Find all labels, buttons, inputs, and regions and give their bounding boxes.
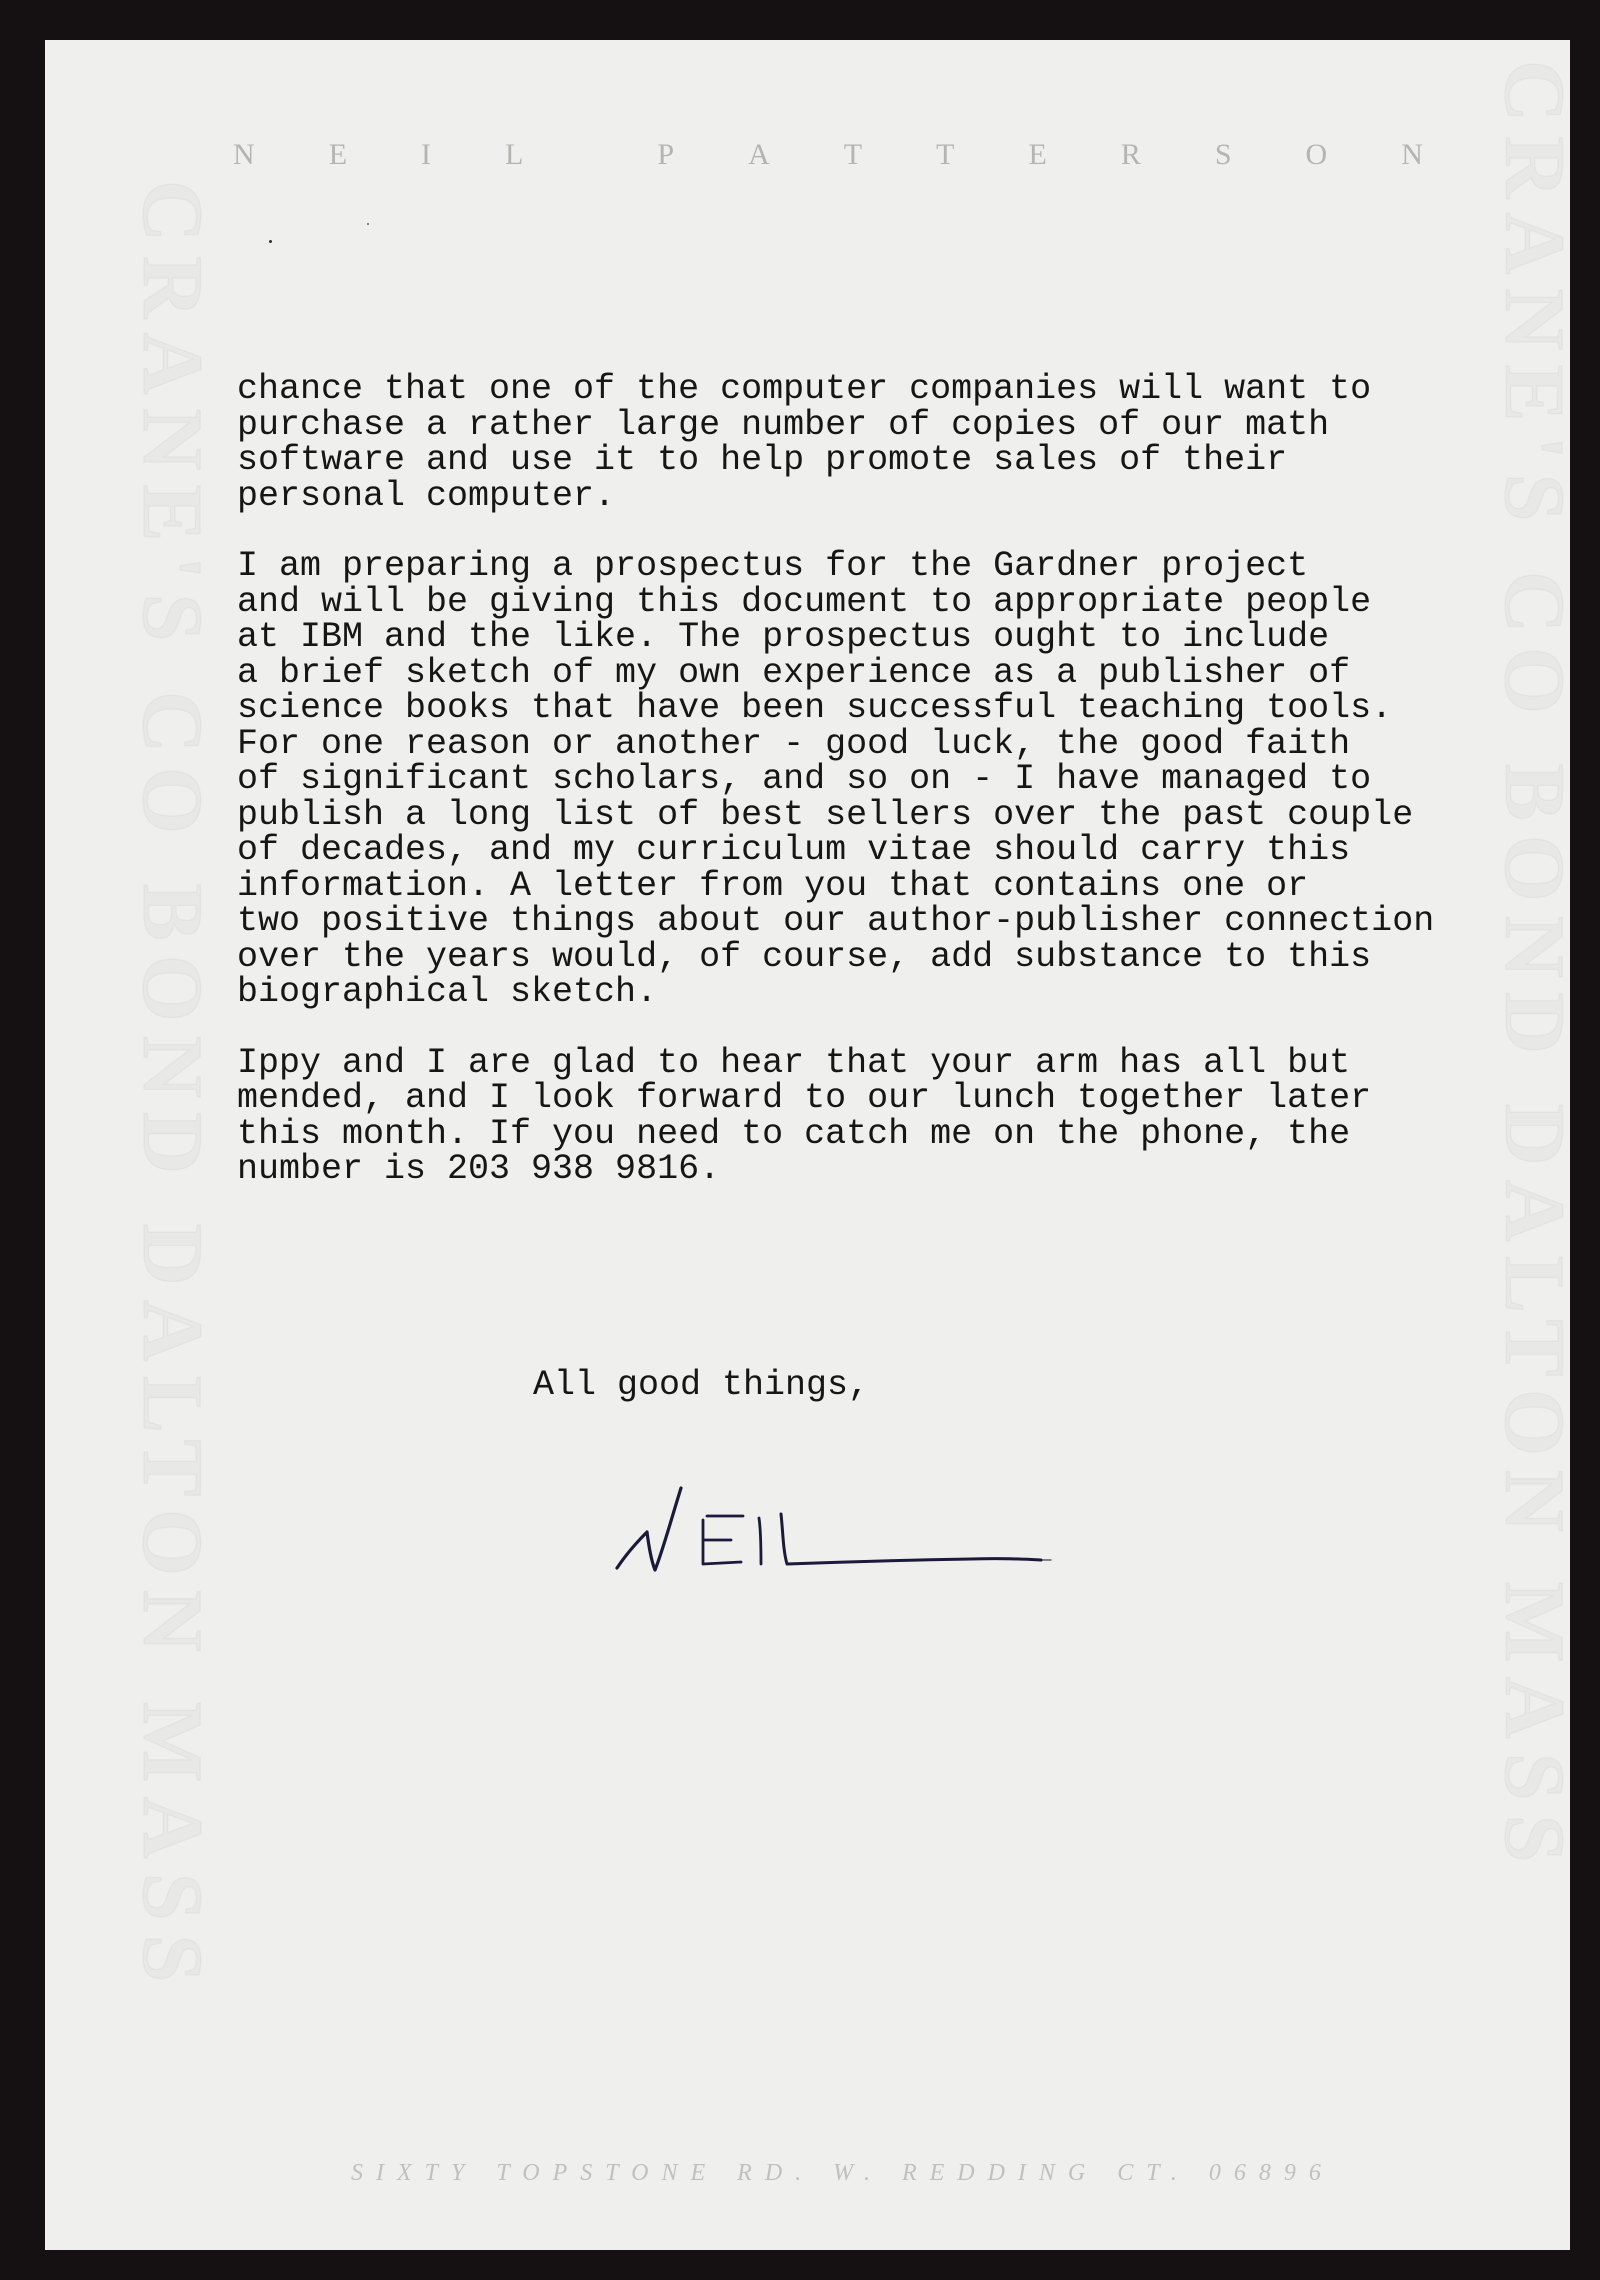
letterhead-letter: O [1305, 138, 1328, 171]
paper-watermark-right: CRANE'S CO BOND DALTON MASS [1487, 60, 1583, 1877]
letterhead-letter: T [936, 138, 955, 171]
letterhead-name [233, 138, 1423, 172]
letterhead-letter: E [328, 138, 348, 171]
letterhead-letter: R [1120, 138, 1141, 171]
letterhead-letter: P [657, 138, 675, 171]
paper-watermark-left: CRANE'S CO BOND DALTON MASS [125, 180, 221, 1997]
letterhead-letter: N [1401, 138, 1423, 171]
letterhead-letter: L [505, 138, 524, 171]
letter-paragraph: Ippy and I are glad to hear that your arm has all but mended, and I look forward to our lunch together later this month. If you need to catch me on the phone, the number is 203 938 9816. [237, 1042, 1372, 1189]
letter-closing: All good things, [533, 1365, 870, 1405]
letter-page [45, 40, 1583, 2250]
handwritten-signature [611, 1460, 1061, 1590]
letterhead-letter: E [1028, 138, 1047, 171]
letterhead-letter: N [233, 138, 255, 171]
stray-mark [269, 240, 272, 243]
letterhead-letter: I [421, 138, 432, 171]
letter-paragraph: I am preparing a prospectus for the Gardner project and will be giving this document to appropriate people at IBM and the like. The prospectus ought to include a brief sketch of my own experience as a publisher of science books that have been successful teaching tools. For one reason or another - good luck, the good faith of significant scholars, and so on - I have managed to publish a long list of best sellers over the past couple of decades, and my curriculum vitae should carry this information. A letter from you that contains one or two positive things about our author-publisher connection over the years would, of course, add substance to this biographical sketch. [237, 546, 1435, 1012]
letter-paragraph: chance that one of the computer companies will want to purchase a rather large number of copies of our math software and use it to help promote sales of their personal computer. [237, 369, 1372, 516]
letterhead-letter: A [748, 138, 770, 171]
letterhead-letter: T [843, 138, 863, 171]
stray-mark [367, 223, 369, 225]
letterhead-address: SIXTY TOPSTONE RD. W. REDDING CT. 06896 [351, 2160, 1334, 2186]
letter-body [237, 369, 1477, 1223]
letterhead-letter: S [1214, 138, 1232, 171]
